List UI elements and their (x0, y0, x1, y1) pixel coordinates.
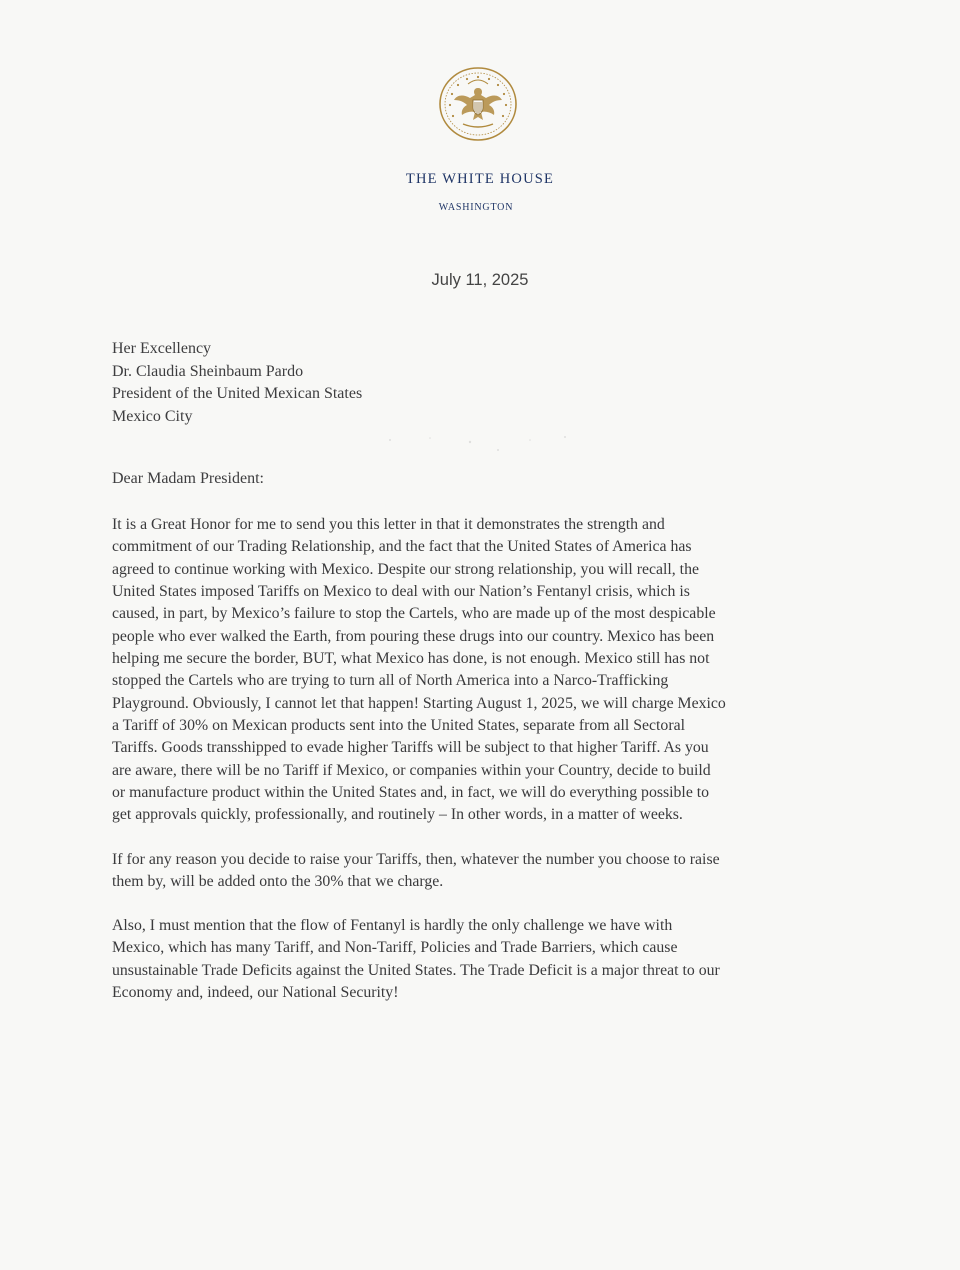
addressee-line: Mexico City (112, 407, 193, 425)
addressee-line: Her Excellency (112, 340, 212, 357)
addressee-line: Dr. Claudia Sheinbaum Pardo (112, 362, 304, 380)
body-line: are aware, there will be no Tariff if Mexico, or companies within your Country, decide to build (112, 761, 711, 779)
body-line: commitment of our Trading Relationship, and the fact that the United States of America has (112, 538, 692, 556)
body-line: Economy and, indeed, our National Security! (112, 984, 399, 1002)
addressee-line: President of the United Mexican States (112, 385, 363, 402)
body-line: Tariffs. Goods transshipped to evade higher Tariffs will be subject to that higher Tariff. As you (112, 739, 709, 757)
body-line: caused, in part, by Mexico’s failure to stop the Cartels, who are made up of the most despicable (112, 605, 716, 623)
letterhead-title: THE WHITE HOUSE (405, 171, 555, 187)
body-line: them by, will be added onto the 30% that we charge. (112, 873, 444, 891)
letter-date: July 11, 2025 (431, 271, 529, 289)
body-paragraph-1 (112, 514, 857, 827)
body-line: Playground. Obviously, I cannot let that happen! Starting August 1, 2025, we will charge Mexico (112, 694, 726, 712)
body-paragraph-2 (112, 849, 857, 894)
body-line: It is a Great Honor for me to send you this letter in that it demonstrates the strength and (112, 516, 665, 533)
body-line: a Tariff of 30% on Mexican products sent into the United States, separate from all Sectoral (112, 717, 685, 735)
body-line: Mexico, which has many Tariff, and Non-Tariff, Policies and Trade Barriers, which cause (112, 939, 678, 957)
body-line: Also, I must mention that the flow of Fentanyl is hardly the only challenge we have with (112, 917, 673, 934)
body-line: people who ever walked the Earth, from pouring these drugs into our country. Mexico has been (112, 627, 715, 645)
body-line: United States imposed Tariffs on Mexico to deal with our Nation’s Fentanyl crisis, which is (112, 583, 690, 601)
body-line: helping me secure the border, BUT, what Mexico has done, is not enough. Mexico still has not (112, 650, 710, 668)
presidential-seal-icon (433, 64, 523, 144)
body-paragraph-3 (112, 915, 857, 1004)
letterhead-city: WASHINGTON (438, 202, 514, 213)
body-line: agreed to continue working with Mexico. Despite our strong relationship, you will recall, the (112, 560, 699, 578)
salutation: Dear Madam President: (112, 470, 264, 487)
body-line: or manufacture product within the United States and, in fact, we will do everything possible to (112, 784, 710, 802)
body-line: unsustainable Trade Deficits against the United States. The Trade Deficit is a major threat to our (112, 961, 720, 979)
addressee-block (112, 338, 362, 428)
body-line: get approvals quickly, professionally, and routinely – In other words, in a matter of weeks. (112, 806, 683, 824)
body-line: If for any reason you decide to raise your Tariffs, then, whatever the number you choose to raise (112, 851, 720, 868)
scan-artifact (370, 428, 590, 458)
body-line: stopped the Cartels who are trying to turn all of North America into a Narco-Trafficking (112, 672, 669, 690)
